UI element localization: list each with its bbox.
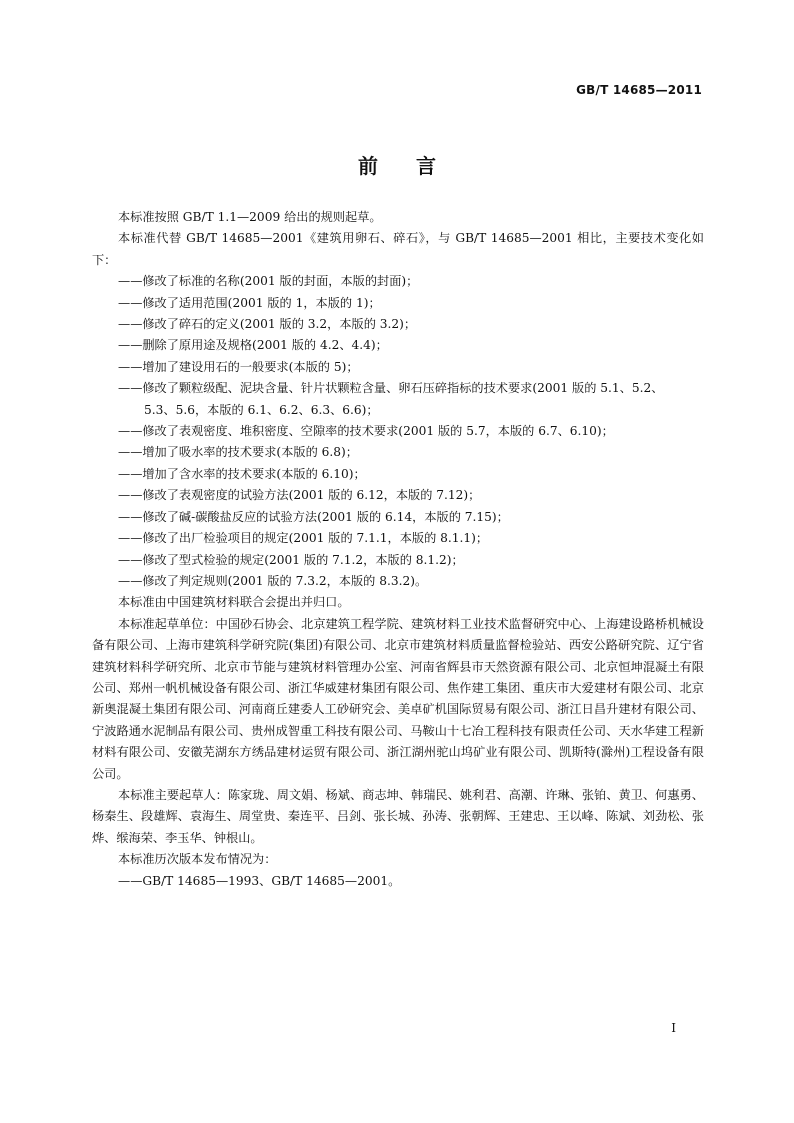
title-char-1: 前 [358, 154, 378, 178]
change-item: ——增加了建设用石的一般要求(本版的 5)； [118, 359, 359, 374]
change-item: ——修改了型式检验的规定(2001 版的 7.1.2，本版的 8.1.2)； [118, 552, 464, 567]
change-item-line1: ——修改了颗粒级配、泥块含量、针片状颗粒含量、卵石压碎指标的技术要求(2001 版的 5.1、5.2、 [118, 381, 664, 396]
change-item: ——修改了表观密度、堆积密度、空隙率的技术要求(2001 版的 5.7，本版的 6.7、6.10)； [118, 424, 614, 439]
change-item-line2: 5.3、5.6，本版的 6.1、6.2、6.3、6.6)； [144, 402, 379, 417]
proposer-paragraph: 本标准由中国建筑材料联合会提出并归口。 [118, 595, 350, 610]
change-item: ——增加了吸水率的技术要求(本版的 6.8)； [118, 445, 358, 460]
change-item: ——修改了出厂检验项目的规定(2001 版的 7.1.1，本版的 8.1.1)； [118, 531, 489, 546]
foreword-body [92, 207, 704, 892]
change-item: ——修改了表观密度的试验方法(2001 版的 6.12，本版的 7.12)； [118, 488, 481, 503]
drafting-rules-paragraph: 本标准按照 GB/T 1.1—2009 给出的规则起草。 [118, 210, 382, 224]
change-item: ——增加了含水率的技术要求(本版的 6.10)； [118, 466, 366, 481]
change-item: ——修改了适用范围(2001 版的 1，本版的 1)； [118, 295, 381, 310]
replacement-paragraph: 本标准代替 GB/T 14685—2001《建筑用卵石、碎石》，与 GB/T 14685—2001 相比，主要技术变化如下： [92, 231, 704, 267]
standard-code: GB/T 14685—2011 [576, 83, 702, 97]
title-char-2: 言 [416, 154, 436, 178]
page-number: I [671, 1021, 676, 1035]
change-item: ——修改了碎石的定义(2001 版的 3.2，本版的 3.2)； [118, 317, 417, 332]
change-item: ——删除了原用途及规格(2001 版的 4.2、4.4)； [118, 338, 388, 353]
drafters-paragraph: 本标准主要起草人：陈家珑、周文娟、杨斌、商志坤、韩瑞民、姚利君、高潮、许琳、张铂、黄卫、何惠勇、杨秦生、段雄辉、袁海生、周堂贵、秦连平、吕剑、张长城、孙涛、张朝辉、王建忠、王以峰、陈斌、刘劲松、张烨、缑海荣、李玉华、钟根山。 [92, 787, 704, 845]
change-item: ——修改了判定规则(2001 版的 7.3.2，本版的 8.3.2)。 [118, 573, 428, 588]
history-paragraph: 本标准历次版本发布情况为： [118, 852, 277, 867]
history-item: ——GB/T 14685—1993、GB/T 14685—2001。 [118, 873, 401, 888]
page-title [0, 150, 794, 179]
change-item: ——修改了标准的名称(2001 版的封面，本版的封面)； [118, 274, 419, 289]
change-item [92, 378, 704, 421]
change-item: ——修改了碱-碳酸盐反应的试验方法(2001 版的 6.14，本版的 7.15)； [118, 509, 509, 524]
drafting-units-paragraph: 本标准起草单位：中国砂石协会、北京建筑工程学院、建筑材料工业技术监督研究中心、上海建设路桥机械设备有限公司、上海市建筑科学研究院(集团)有限公司、北京市建筑材料质量监督检验站、西安公路研究院、辽宁省建筑材料科学研究所、北京市节能与建筑材料管理办公室、河南省辉县市天然资源有限公司、北京恒坤混凝土有限公司、郑州一帆机械设备有限公司、浙江华威建材集团有限公司、焦作建工集团、重庆市大爱建材有限公司、北京新奥混凝土集团有限公司、河南商丘建委人工砂研究会、美卓矿机国际贸易有限公司、浙江日昌升建材有限公司、宁波路通水泥制品有限公司、贵州成智重工科技有限公司、马鞍山十七冶工程科技有限责任公司、天水华建工程新材料有限公司、安徽芜湖东方绣品建材运贸有限公司、浙江湖州驼山坞矿业有限公司、凯斯特(滁州)工程设备有限公司。 [92, 616, 704, 781]
